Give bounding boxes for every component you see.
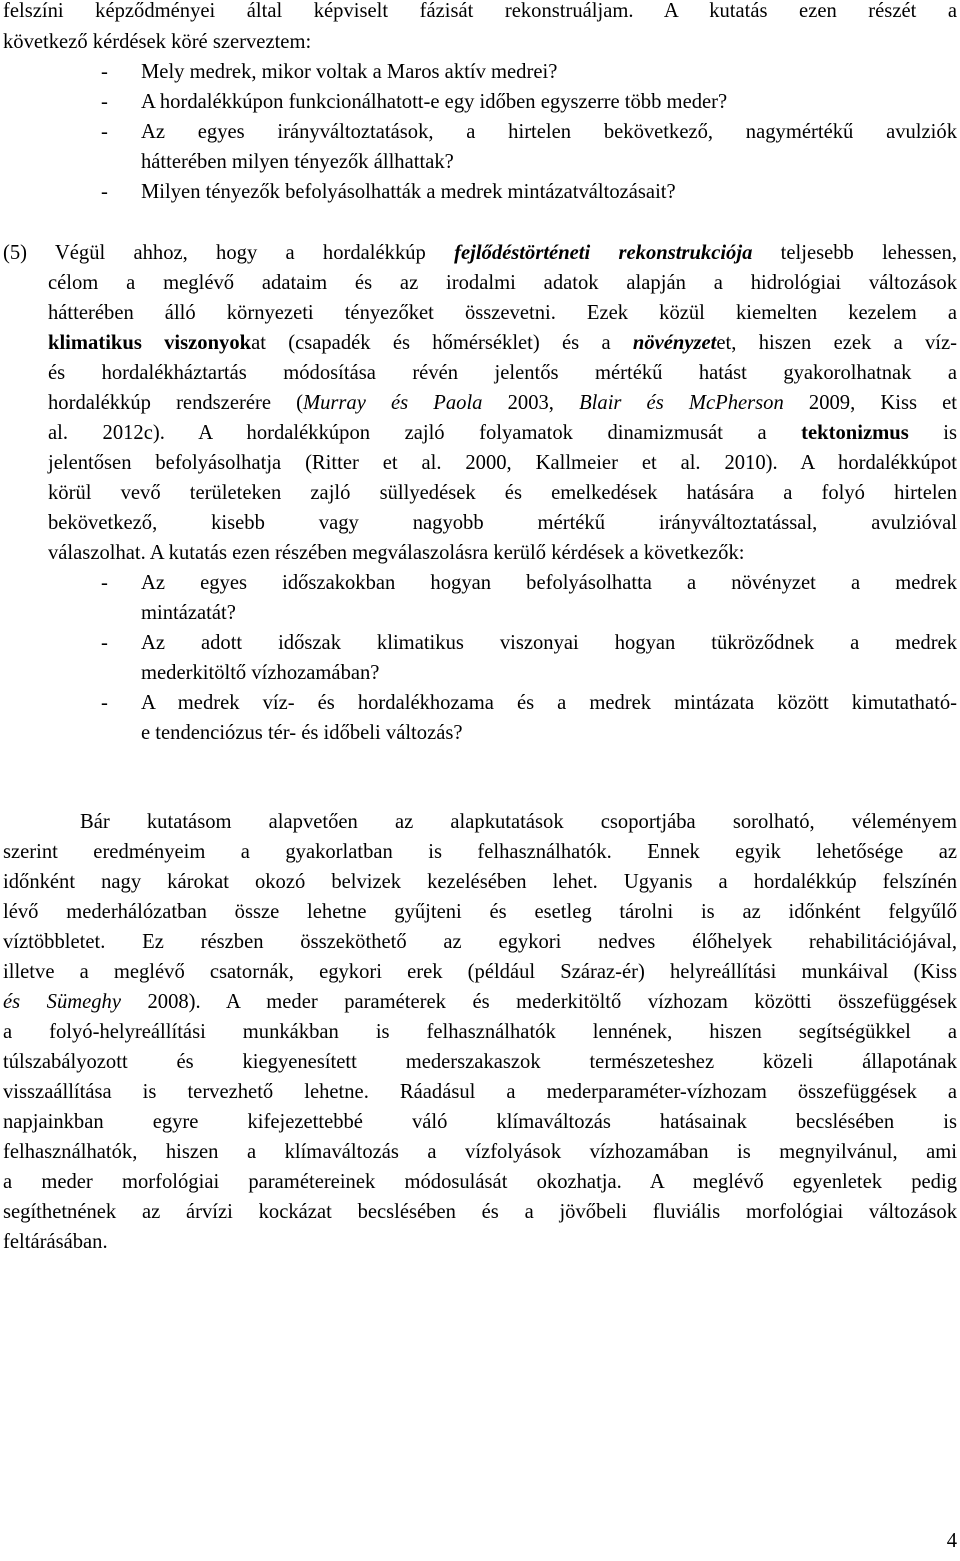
p5-text: 2003, (482, 392, 580, 414)
p5-line-1 (3, 238, 957, 268)
bullet-dash: - (101, 61, 108, 83)
emphasis-term: növényzet (632, 332, 717, 354)
closing-line-7 (3, 987, 957, 1017)
closing-line-6: illetve a meglévő csatornák, egykori erek (például Száraz-ér) helyreállítási munkáival (Kiss (3, 961, 957, 983)
citation-authors: Blair és McPherson (579, 392, 784, 414)
closing-line-11: napjainkban egyre kifejezettebbé váló klímaváltozás hatásainak becslésében is (3, 1111, 957, 1133)
p5-text: teljesebb lehessen, (752, 242, 957, 264)
closing-line-15: feltárásában. (3, 1231, 108, 1253)
closing-line-12: felhasználhatók, hiszen a klímaváltozás a vízfolyások vízhozamában is megnyilvánul, ami (3, 1141, 957, 1163)
list-item: Milyen tényezők befolyásolhatták a medrek mintázatváltozásait? (141, 181, 676, 203)
list-item-continuation: mederkitöltő vízhozamában? (141, 662, 380, 684)
p5-text: (5) Végül ahhoz, hogy a hordalékkúp (3, 242, 455, 264)
list-item: A medrek víz- és hordalékhozama és a medrek mintázata között kimutatható- (141, 692, 957, 714)
closing-line-14: segíthetnének az árvízi kockázat becslésében és a jövőbeli fluviális morfológiai változások (3, 1201, 957, 1223)
citation-authors: és Sümeghy (3, 991, 121, 1013)
bullet-dash: - (101, 121, 108, 143)
bullet-dash: - (101, 692, 108, 714)
closing-line-13: a meder morfológiai paramétereinek módosulását okozhatja. A meglévő egyenletek pedig (3, 1171, 957, 1193)
intro-line-1: felszíni képződményei által képviselt fázisát rekonstruáljam. A kutatás ezen részét a (3, 0, 957, 22)
citation-authors: Murray és Paola (302, 392, 483, 414)
p5-line-4 (48, 328, 957, 358)
p5-line-9: körül vevő területeken zajló süllyedések és emelkedések hatására a folyó hirtelen (48, 482, 957, 504)
list-item-continuation: e tendenciózus tér- és időbeli változás? (141, 722, 463, 744)
p5-line-5: és hordalékháztartás módosítása révén jelentős mértékű hatást gyakorolhatnak a (48, 362, 957, 384)
p5-text: at (csapadék és hőmérséklet) és a (251, 332, 633, 354)
bullet-dash: - (101, 181, 108, 203)
page-number: 4 (946, 1530, 957, 1552)
p5-text: 2009, Kiss et (783, 392, 957, 414)
closing-line-5: víztöbbletet. Ez részben összeköthető az egykori nedves élőhelyek rehabilitációjával, (3, 931, 957, 953)
p5-line-8: jelentősen befolyásolhatja (Ritter et al. 2000, Kallmeier et al. 2010). A hordalékkúpot (48, 452, 957, 474)
closing-line-9: túlszabályozott és kiegyenesített mederszakaszok természeteshez közeli állapotának (3, 1051, 957, 1073)
p5-line-7 (48, 418, 957, 448)
p5-text: hordalékkúp rendszerére ( (48, 392, 303, 414)
p5-line-10: bekövetkező, kisebb vagy nagyobb mértékű irányváltoztatással, avulzióval (48, 512, 957, 534)
bullet-dash: - (101, 572, 108, 594)
p5-text: et, hiszen ezek a víz- (716, 332, 958, 354)
bullet-dash: - (101, 632, 108, 654)
bold-term: tektonizmus (801, 422, 909, 444)
closing-line-4: lévő mederhálózatban össze lehetne gyűjteni és esetleg tárolni is az időnként felgyűlő (3, 901, 957, 923)
p5-text: is (908, 422, 957, 444)
bullet-dash: - (101, 91, 108, 113)
closing-line-3: időnként nagy károkat okozó belvizek kezelésében lehet. Ugyanis a hordalékkúp felszínén (3, 871, 957, 893)
list-item-continuation: mintázatát? (141, 602, 236, 624)
closing-line-1: Bár kutatásom alapvetően az alapkutatások csoportjába sorolható, véleményem (80, 811, 957, 833)
bold-term: klimatikus viszonyok (48, 332, 252, 354)
closing-line-10: visszaállítása is tervezhető lehetne. Ráadásul a mederparaméter-vízhozam összefüggések a (3, 1081, 957, 1103)
list-item: Az egyes időszakokban hogyan befolyásolhatta a növényzet a medrek (141, 572, 957, 594)
intro-line-2: következő kérdések köré szerveztem: (3, 31, 312, 53)
p5-line-2: célom a meglévő adataim és az irodalmi adatok alapján a hidrológiai változások (48, 272, 957, 294)
list-item: Az egyes irányváltoztatások, a hirtelen bekövetkező, nagymértékű avulziók (141, 121, 957, 143)
list-item: Az adott időszak klimatikus viszonyai hogyan tükröződnek a medrek (141, 632, 957, 654)
list-item-continuation: hátterében milyen tényezők állhattak? (141, 151, 454, 173)
p5-line-6 (48, 388, 957, 418)
list-item: A hordalékkúpon funkcionálhatott-e egy időben egyszerre több meder? (141, 91, 728, 113)
p5-line-3: hátterében álló környezeti tényezőket összevetni. Ezek közül kiemelten kezelem a (48, 302, 957, 324)
closing-text: 2008). A meder paraméterek és mederkitöltő vízhozam közötti összefüggések (121, 991, 957, 1013)
p5-text: al. 2012c). A hordalékkúpon zajló folyamatok dinamizmusát a (48, 422, 802, 444)
list-item: Mely medrek, mikor voltak a Maros aktív medrei? (141, 61, 558, 83)
closing-line-2: szerint eredményeim a gyakorlatban is felhasználhatók. Ennek egyik lehetősége az (3, 841, 957, 863)
closing-line-8: a folyó-helyreállítási munkákban is felhasználhatók lennének, hiszen segítségükkel a (3, 1021, 957, 1043)
p5-line-11: válaszolhat. A kutatás ezen részében megválaszolásra kerülő kérdések a következők: (48, 542, 745, 564)
emphasis-term: fejlődéstörténeti rekonstrukciója (454, 242, 753, 264)
